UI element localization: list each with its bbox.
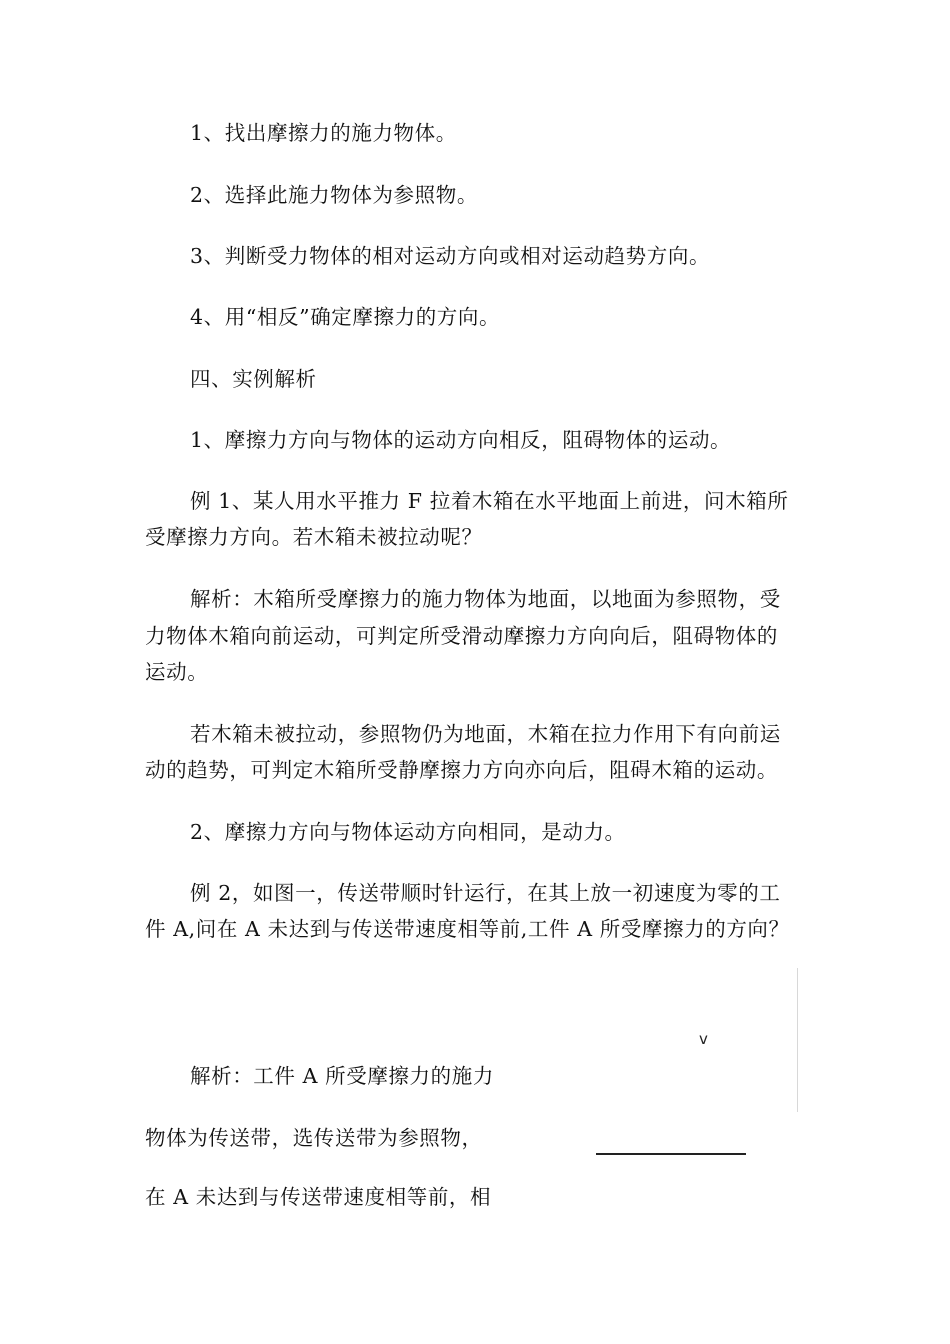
example-2-line-1: 例 2，如图一，传送带顺时针运行，在其上放一初速度为零的工 bbox=[190, 881, 781, 905]
example-1-line-2: 受摩擦力方向。若木箱未被拉动呢？ bbox=[145, 525, 483, 549]
example-2-line-2: 件 A,问在 A 未达到与传送带速度相等前,工件 A 所受摩擦力的方向？ bbox=[145, 917, 790, 941]
figure-border bbox=[797, 968, 798, 1112]
case-2-heading: 2、摩擦力方向与物体运动方向相同，是动力。 bbox=[190, 820, 626, 844]
analysis-2-line-1: 解析：工件 A 所受摩擦力的施力 bbox=[190, 1064, 494, 1088]
step-3: 3、判断受力物体的相对运动方向或相对运动趋势方向。 bbox=[190, 244, 711, 268]
analysis-2-line-3: 在 A 未达到与传送带速度相等前，相 bbox=[145, 1185, 492, 1209]
section-heading: 四、实例解析 bbox=[190, 367, 317, 391]
example-1-line-1: 例 1、某人用水平推力 F 拉着木箱在水平地面上前进，问木箱所 bbox=[190, 489, 789, 513]
step-1: 1、找出摩擦力的施力物体。 bbox=[190, 121, 457, 145]
analysis-1b-line-2: 动的趋势，可判定木箱所受静摩擦力方向亦向后，阻碍木箱的运动。 bbox=[145, 758, 778, 782]
step-4: 4、用“相反”确定摩擦力的方向。 bbox=[190, 305, 501, 329]
velocity-label: v bbox=[699, 1030, 708, 1048]
step-2: 2、选择此施力物体为参照物。 bbox=[190, 183, 478, 207]
analysis-2-line-2: 物体为传送带，选传送带为参照物， bbox=[145, 1126, 483, 1150]
analysis-1-line-1: 解析：木箱所受摩擦力的施力物体为地面，以地面为参照物，受 bbox=[190, 587, 781, 611]
case-1-heading: 1、摩擦力方向与物体的运动方向相反，阻碍物体的运动。 bbox=[190, 428, 732, 452]
analysis-1-line-2: 力物体木箱向前运动，可判定所受滑动摩擦力方向向后，阻碍物体的 bbox=[145, 624, 778, 648]
conveyor-belt-line bbox=[596, 1153, 746, 1155]
analysis-1-line-3: 运动。 bbox=[145, 660, 209, 684]
analysis-1b-line-1: 若木箱未被拉动，参照物仍为地面，木箱在拉力作用下有向前运 bbox=[190, 722, 781, 746]
conveyor-belt-figure bbox=[560, 968, 810, 1168]
